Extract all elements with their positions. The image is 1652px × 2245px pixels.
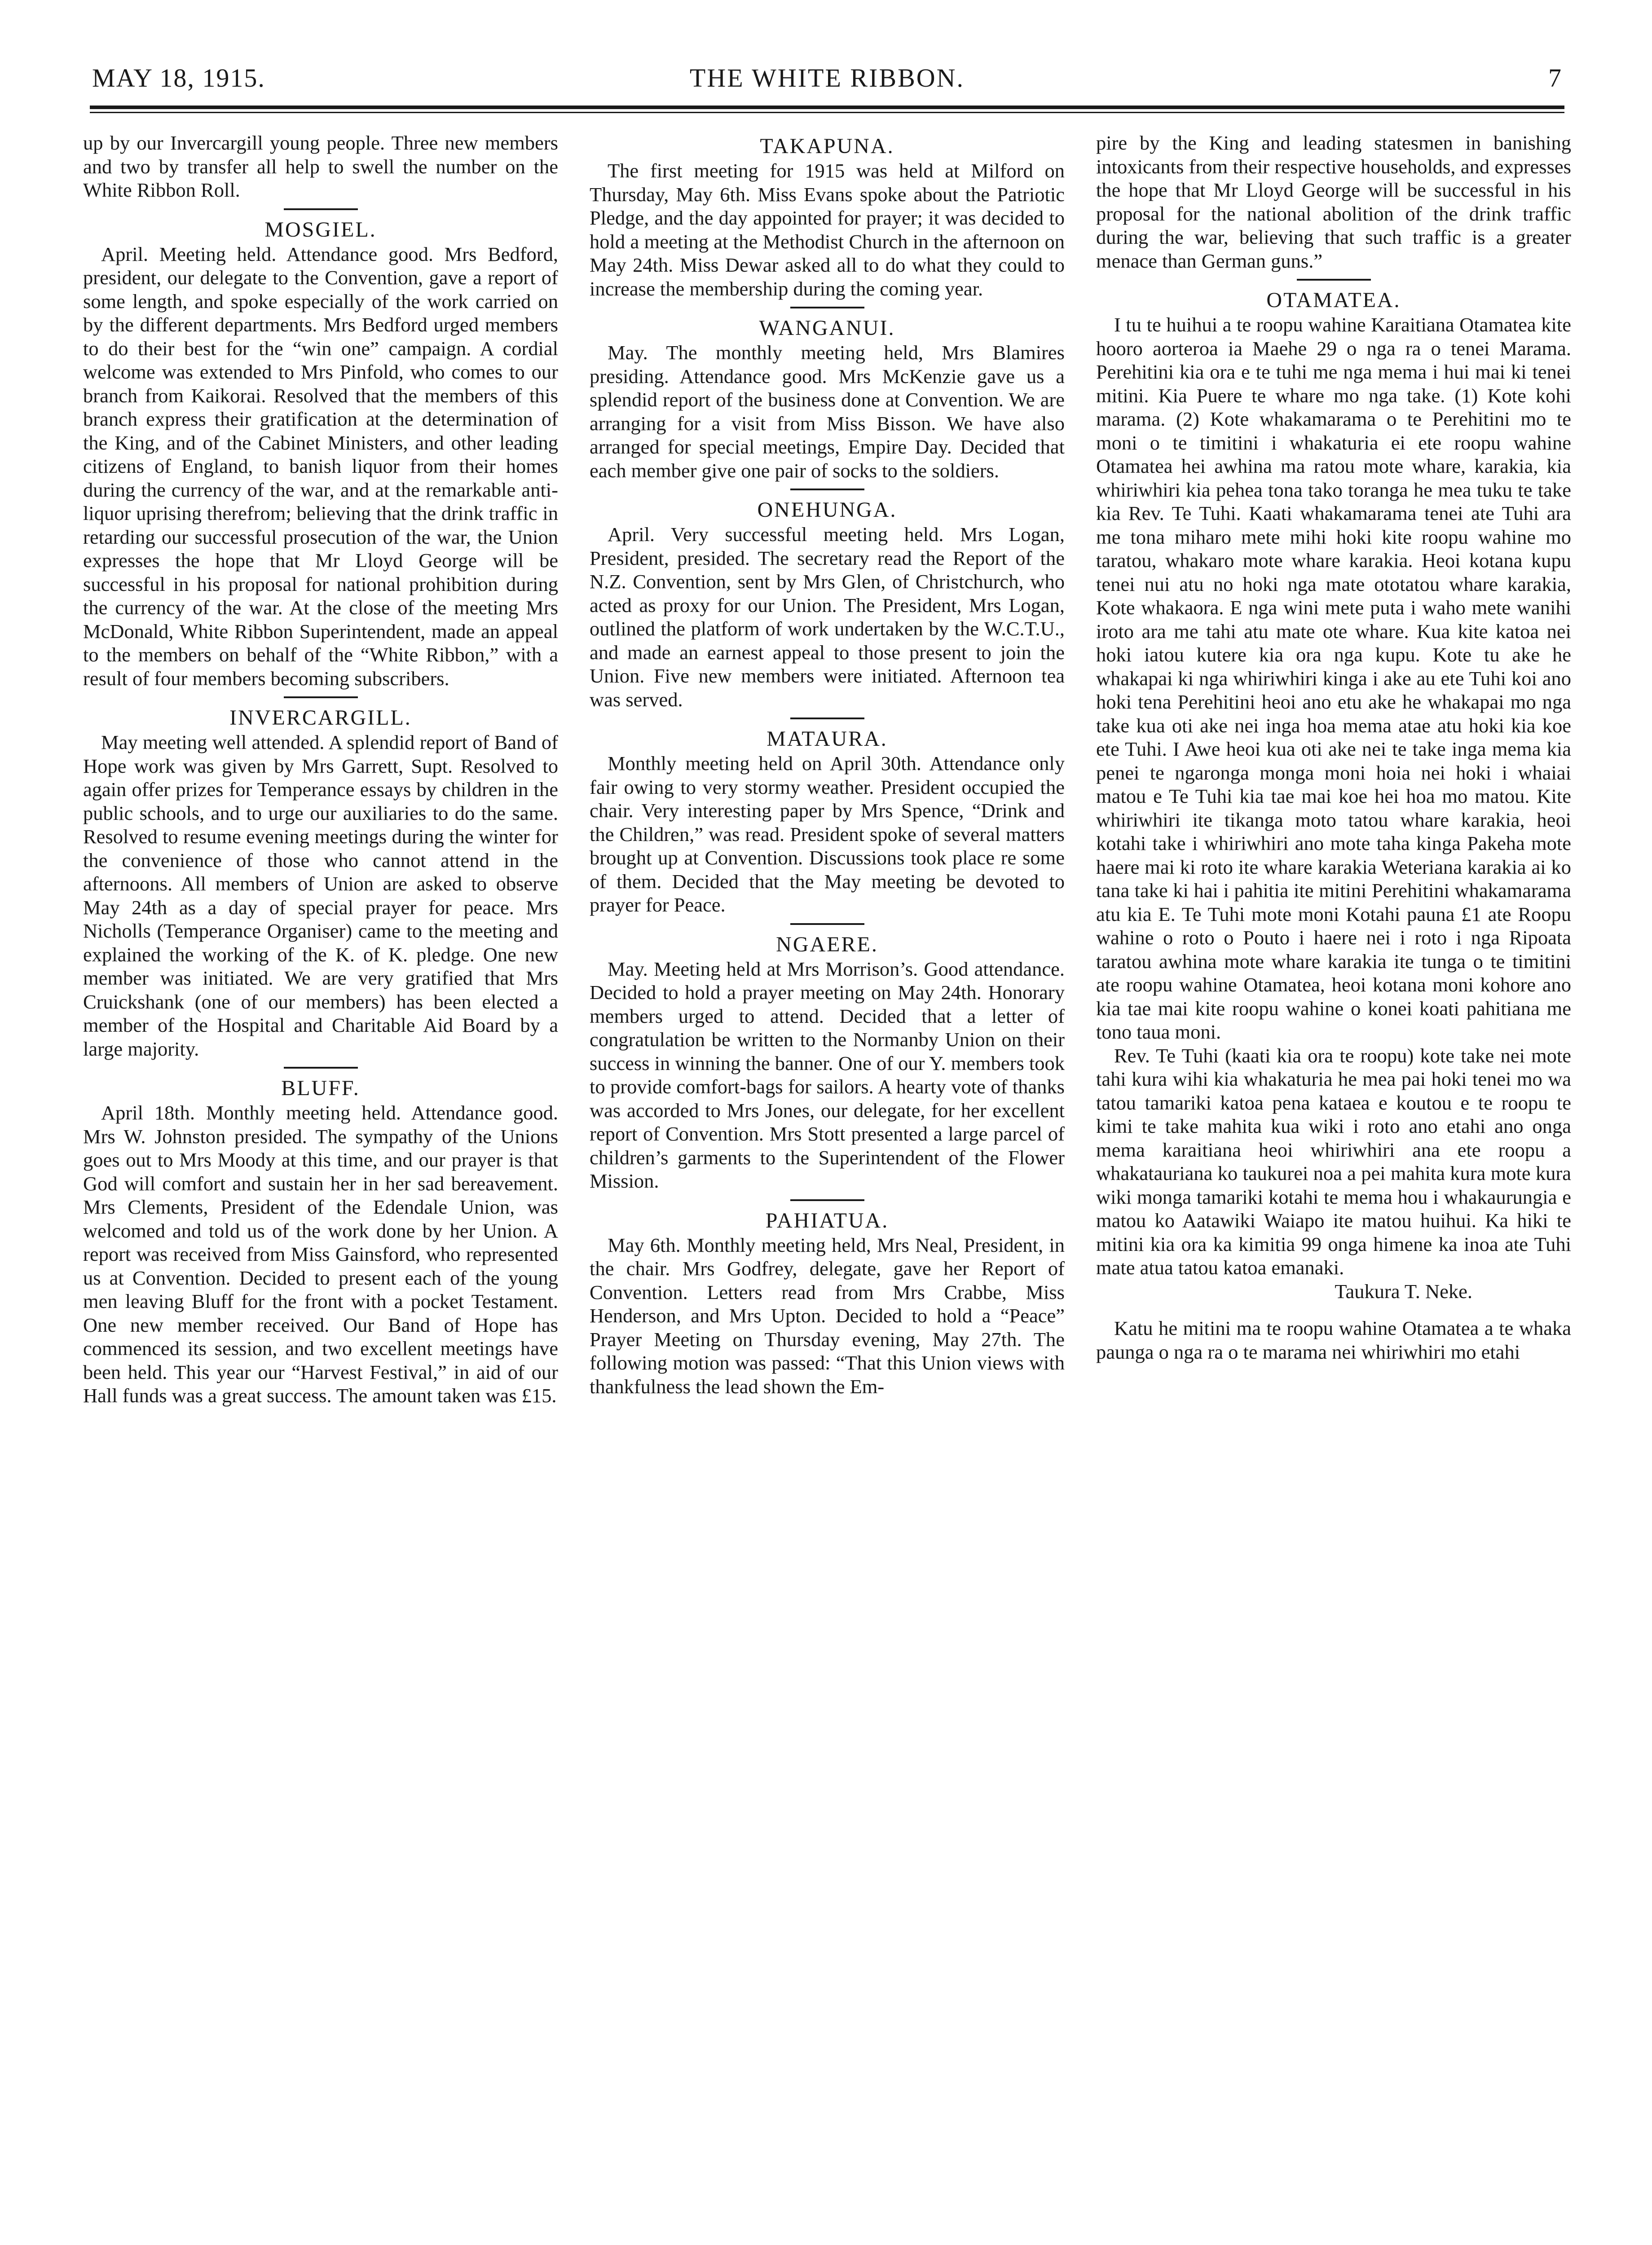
report-mataura: Monthly meeting held on April 30th. Attendance only fair owing to very stormy weather. President occupied the chair. Very interesting paper by Mrs Spence, “Drink and the Children,” was read. President spoke of several matters brought up at Convention. Discussions took place re some of them. Decided that the May meeting be devoted to prayer for Peace.	[590, 752, 1065, 916]
intro-paragraph: up by our Invercargill young people. Three new members and two by transfer all help to swell the number on the White Ribbon Roll.	[83, 132, 558, 201]
report-takapuna: The first meeting for 1915 was held at Milford on Thursday, May 6th. Miss Evans spoke about the Patriotic Pledge, and the day appointed for prayer; it was decided to hold a meeting at the Methodist Church in the afternoon on May 24th. Miss Dewar asked all to do what they could to increase the membership during the coming year.	[590, 159, 1065, 300]
masthead-rule	[90, 106, 1564, 109]
section-separator	[790, 489, 864, 490]
column-2	[590, 131, 1065, 1408]
masthead-rule-thin	[90, 112, 1564, 113]
section-separator	[284, 1067, 358, 1069]
section-heading-invercargill: INVERCARGILL.	[229, 706, 412, 730]
report-pahiatua: May 6th. Monthly meeting held, Mrs Neal, President, in the chair. Mrs Godfrey, delegate, gave her Report of Convention. Letters read from Mrs Crabbe, Miss Henderson, and Mrs Upton. Decided to hold a “Peace” Prayer Meeting on Thursday evening, May 27th. The following motion was passed: “That this Union views with thankfulness the lead shown the Em-	[590, 1233, 1065, 1398]
section-heading-otamatea: OTAMATEA.	[1266, 288, 1401, 312]
report-otamatea-paragraph-2: Rev. Te Tuhi (kaati kia ora te roopu) kote take nei mote tahi kura wihi kia whakaturia he mea pai hoki tenei mo wa tatou tamariki katoa pena kataea e koutou e te roopu te kimi te take mahita kua wiki i roto ano etahi ano onga mema karaitiana heoi whiriwhiri ana ete roopu a whakatauriana ko taukurei noa a pei mahita kura mote kura wiki monga tamariki kotahi te mema hou i whakaurungia e matou ko Aatawiki Waiapo ite matou huihui. Ka hiki te mitini kia ora ka kimitia 99 onga himene ka inoa ate Tuhi mate atua tatou katoa emanaki.	[1096, 1044, 1571, 1279]
section-separator	[790, 307, 864, 308]
paragraph-gap	[1096, 1303, 1571, 1316]
section-separator	[1297, 279, 1371, 281]
section-heading-pahiatua: PAHIATUA.	[765, 1208, 889, 1233]
issue-date: MAY 18, 1915.	[92, 63, 265, 92]
page-number: 7	[1548, 63, 1562, 92]
section-heading-wanganui: WANGANUI.	[759, 316, 895, 340]
column-1	[83, 131, 558, 1408]
section-heading-mosgiel: MOSGIEL.	[264, 217, 377, 242]
section-separator	[790, 923, 864, 925]
report-otamatea-paragraph-1: I tu te huihui a te roopu wahine Karaitiana Otamatea kite hooro aorteroa ia Maehe 29 o nga ra o tenei Marama. Perehitini kia ora e te tuhi me nga mema i hui mai ki tenei mitini. Kia Puere te whare mo nga take. (1) Kote kohi marama. (2) Kote whakamarama o te Perehitini mo te moni o te timitini i whakaturia ei ete roopu wahine Otamatea hei awhina ma ratou mote whare, karakia, kia whiriwhiri kia pehea tona tako toranga he mea tuku te take kia Rev. Te Tuhi. Kaati whakamarama tenei ate Tuhi ara me tona miharo mete mihi hoki kite roopu wahine mo taratou, whakaro mote whare karakia. Heoi kotana kupu tenei nui atu no hoki nga mate ototatou whare karakia, Kote whakaora. E nga wini mete puta i waho mete wanihi iroto ara me tahi atu mate ote whare. Kua kite katoa nei hoki iatou kutere kia ora nga kupu. Kote tu ake he whakapai ki nga whiriwhiri kinga i ake au ete Tuhi koi ano hoki tena Perehitini heoi ano etu ake he whakapai mo nga take kua oti ake nei inga hoa mema atae atu hoki kia koe ete Tuhi. I Awe heoi kua oti ake nei te take inga mema kia penei te ngaronga monga moni hoia nei hoki i whaiai matou e Te Tuhi kia tae mai koe hei hoa mo matou. Kite whiriwhiri ite tikanga moto tatou whare karakia, heoi kotahi take i whiriwhiri ano mote taha kinga Pakeha mote haere mai ki roto ite whare karakia Weteriana karakia ai ko tana take ki hai i pahitia ite mitini Perehitini whakamarama atu kia E. Te Tuhi mote moni Kotahi pauna £1 ate Roopu wahine o roto o Pouto i haere nei i roto i nga Ripoata taratou awhina mote whare karakia ite tunga o te timitini ate roopu wahine Otamatea, heoi kotana moni kohore ano kia tae mai kite roopu wahine o konei koati pahitiana me tono taua moni.	[1096, 313, 1571, 1043]
section-separator	[284, 696, 358, 698]
section-heading-mataura: MATAURA.	[767, 727, 888, 751]
report-onehunga: April. Very successful meeting held. Mrs Logan, President, presided. The secretary read the Report of the N.Z. Convention, sent by Mrs Glen, of Christchurch, who acted as proxy for our Union. The President, Mrs Logan, outlined the platform of work undertaken by the W.C.T.U., and made an earnest appeal to those present to join the Union. Five new members were initiated. Afternoon tea was served.	[590, 523, 1065, 711]
report-invercargill: May meeting well attended. A splendid report of Band of Hope work was given by Mrs Garrett, Supt. Resolved to again offer prizes for Temperance essays by children in the public schools, and to urge our auxiliaries to do the same. Resolved to resume evening meetings during the winter for the convenience of those who cannot attend in the afternoons. All members of Union are asked to observe May 24th as a day of special prayer for peace. Mrs Nicholls (Temperance Organiser) came to the meeting and explained the working of the K. of K. pledge. One new member was initiated. We are very gratified that Mrs Cruickshank (one of our members) has been elected a member of the Hospital and Charitable Aid Board by a large majority.	[83, 731, 558, 1060]
section-heading-takapuna: TAKAPUNA.	[760, 134, 894, 158]
publication-title: THE WHITE RIBBON.	[689, 63, 965, 92]
report-mosgiel: April. Meeting held. Attendance good. Mrs Bedford, president, our delegate to the Convention, gave a report of some length, and spoke especially of the work carried on by the different departments. Mrs Bedford urged members to do their best for the “win one” campaign. A cordial welcome was extended to Mrs Pinfold, who comes to our branch from Kaikorai. Resolved that the members of this branch express their gratification at the determination of the King, and of the Cabinet Ministers, and other leading citizens of England, to banish liquor from their homes during the currency of the war, and at the remarkable anti-liquor uprising therefrom; believing that the drink traffic in retarding our successful prosecution of the war, the Union expresses the hope that Mr Lloyd George will be successful in his proposal for national prohibition during the currency of the war. At the close of the meeting Mrs McDonald, White Ribbon Superintendent, made an appeal to the members on behalf of the “White Ribbon,” with a result of four members becoming subscribers.	[83, 242, 558, 690]
report-ngaere: May. Meeting held at Mrs Morrison’s. Good attendance. Decided to hold a prayer meeting on May 24th. Honorary members urged to attend. Decided that a letter of congratulation be written to the Normanby Union on their success in winning the banner. One of our Y. members took to provide comfort-bags for sailors. A hearty vote of thanks was accorded to Mrs Jones, our delegate, for her excellent report of Convention. Mrs Stott presented a large parcel of children’s garments to the Superintendent of the Flower Mission.	[590, 957, 1065, 1192]
section-heading-onehunga: ONEHUNGA.	[757, 498, 897, 522]
section-separator	[790, 1199, 864, 1201]
report-bluff: April 18th. Monthly meeting held. Attendance good. Mrs W. Johnston presided. The sympathy of the Unions goes out to Mrs Moody at this time, and our prayer is that God will comfort and sustain her in her sad bereavement. Mrs Clements, President of the Edendale Union, was welcomed and told us of the work done by her Union. A report was received from Miss Gainsford, who represented us at Convention. Decided to present each of the young men leaving Bluff for the front with a pocket Testament. One new member received. Our Band of Hope has commenced its session, and two excellent meetings have been held. This year our “Harvest Festival,” in aid of our Hall funds was a great success. The amount taken was £15.	[83, 1101, 558, 1407]
section-separator	[284, 208, 358, 210]
report-otamatea-paragraph-3: Katu he mitini ma te roopu wahine Otamatea a te whaka paunga o nga ra o te marama nei whiriwhiri mo etahi	[1096, 1317, 1571, 1363]
column-3	[1096, 131, 1571, 1408]
section-heading-ngaere: NGAERE.	[776, 932, 878, 956]
article-columns	[83, 131, 1571, 1408]
report-pahiatua-continued: pire by the King and leading statesmen in banishing intoxicants from their respective households, and expresses the hope that Mr Lloyd George will be successful in his proposal for the national abolition of the drink traffic during the war, believing that such traffic is a greater menace than German guns.”	[1096, 132, 1571, 272]
report-signature: Taukura T. Neke.	[1335, 1280, 1472, 1303]
masthead	[92, 63, 1562, 106]
section-heading-bluff: BLUFF.	[281, 1076, 360, 1100]
report-wanganui: May. The monthly meeting held, Mrs Blamires presiding. Attendance good. Mrs McKenzie gave us a splendid report of the business done at Convention. We are arranging for a visit from Miss Bisson. We have also arranged for special meetings, Empire Day. Decided that each member give one pair of socks to the soldiers.	[590, 341, 1065, 482]
section-separator	[790, 718, 864, 719]
